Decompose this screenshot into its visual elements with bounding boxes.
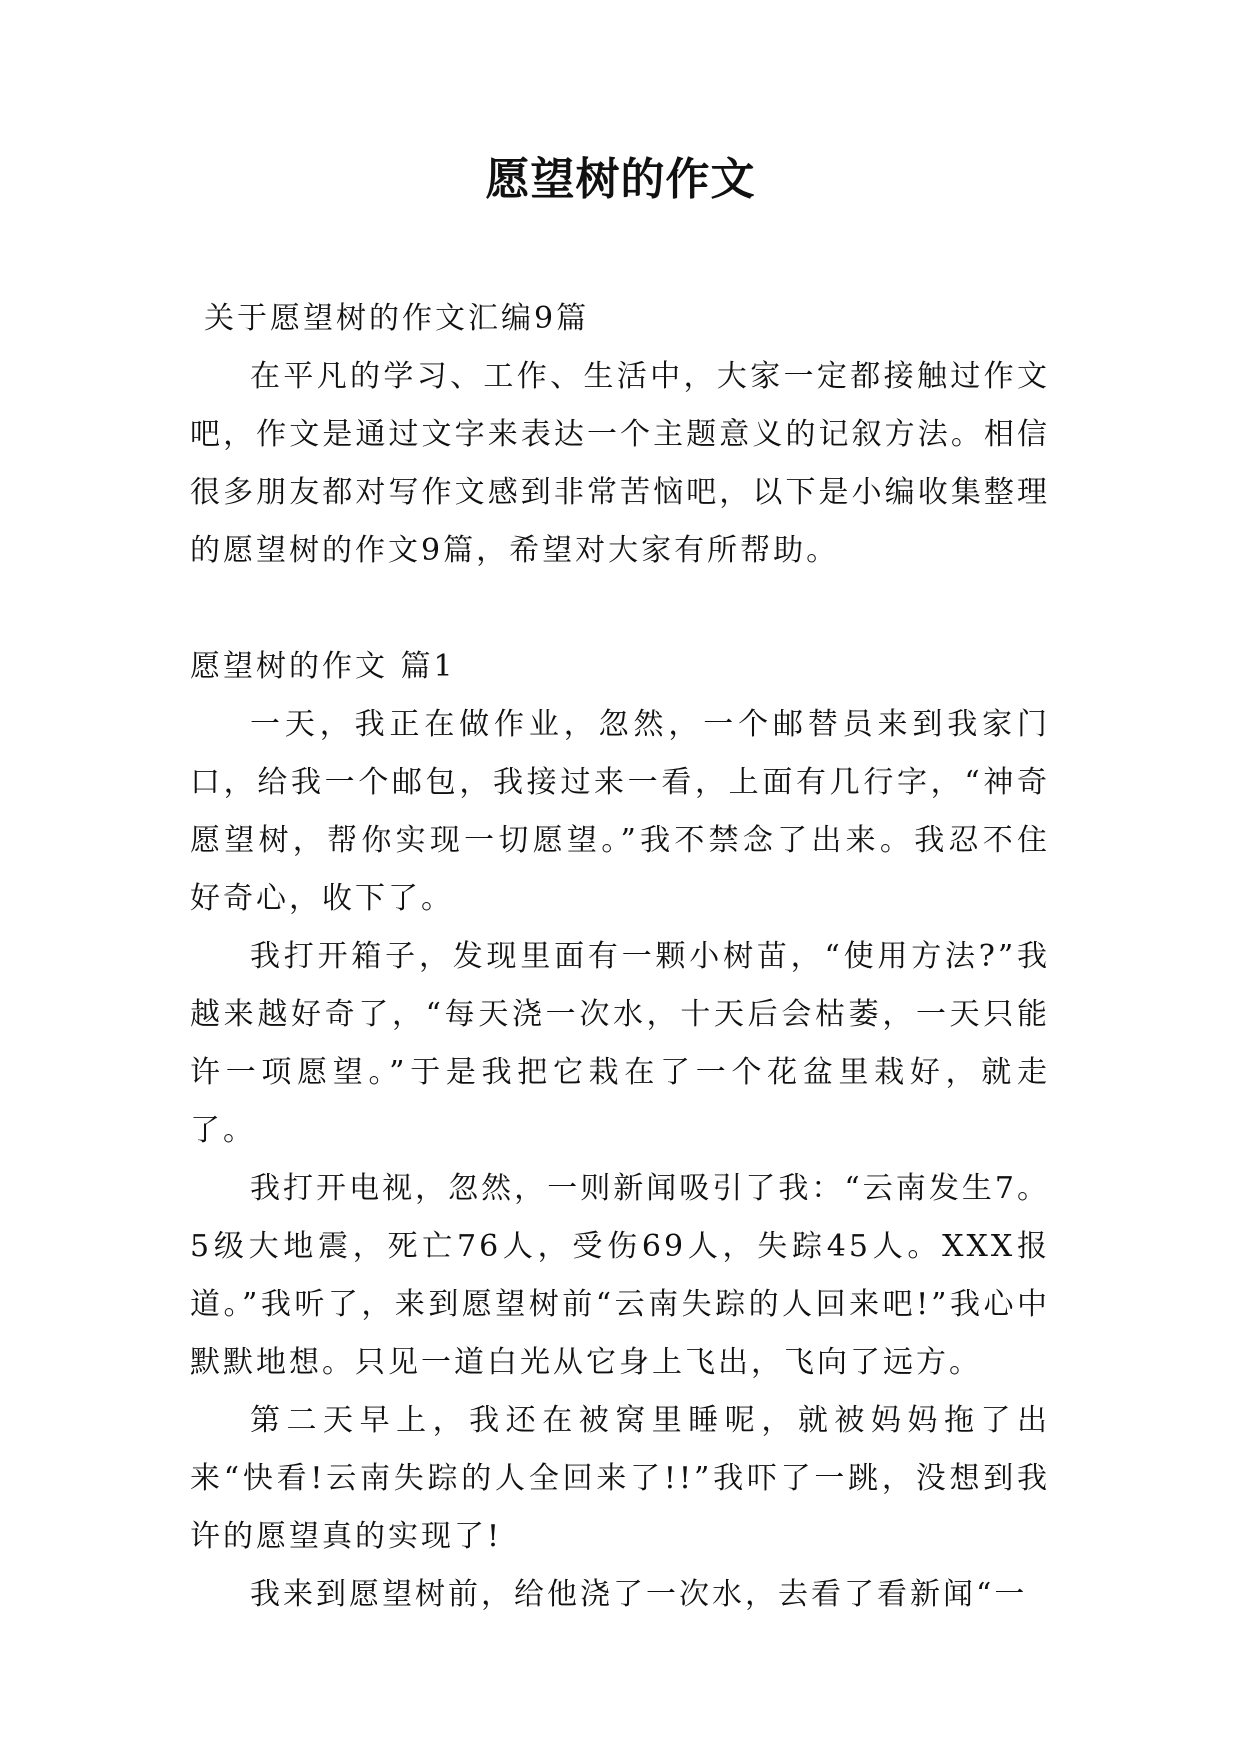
body-paragraph: 一天，我正在做作业，忽然，一个邮替员来到我家门口，给我一个邮包，我接过来一看，上面有几行字，“神奇愿望树，帮你实现一切愿望。”我不禁念了出来。我忍不住好奇心，收下了。	[190, 707, 1050, 916]
body-paragraph: 我打开电视，忽然，一则新闻吸引了我：“云南发生7。5级大地震，死亡76人，受伤69人，失踪45人。XXX报道。”我听了，来到愿望树前“云南失踪的人回来吧!”我心中默默地想。只见一道白光从它身上飞出，飞向了远方。	[190, 1171, 1050, 1380]
body-paragraph: 我来到愿望树前，给他浇了一次水，去看了看新闻“一	[250, 1577, 1028, 1612]
body-paragraph: 我打开箱子，发现里面有一颗小树苗，“使用方法?”我越来越好奇了，“每天浇一次水，十天后会枯萎，一天只能许一项愿望。”于是我把它栽在了一个花盆里栽好，就走了。	[190, 939, 1050, 1148]
document-subtitle: 关于愿望树的作文汇编9篇	[204, 301, 590, 336]
intro-paragraph: 在平凡的学习、工作、生活中，大家一定都接触过作文吧，作文是通过文字来表达一个主题意义的记叙方法。相信很多朋友都对写作文感到非常苦恼吧，以下是小编收集整理的愿望树的作文9篇，希望对大家有所帮助。	[190, 359, 1050, 568]
document-title: 愿望树的作文	[485, 154, 756, 205]
body-paragraph: 第二天早上，我还在被窝里睡呢，就被妈妈拖了出来“快看!云南失踪的人全回来了!!”我吓了一跳，没想到我许的愿望真的实现了!	[190, 1403, 1050, 1554]
document-body	[190, 290, 1050, 1624]
section-spacer	[190, 580, 1050, 638]
section-heading: 愿望树的作文 篇1	[190, 649, 456, 684]
